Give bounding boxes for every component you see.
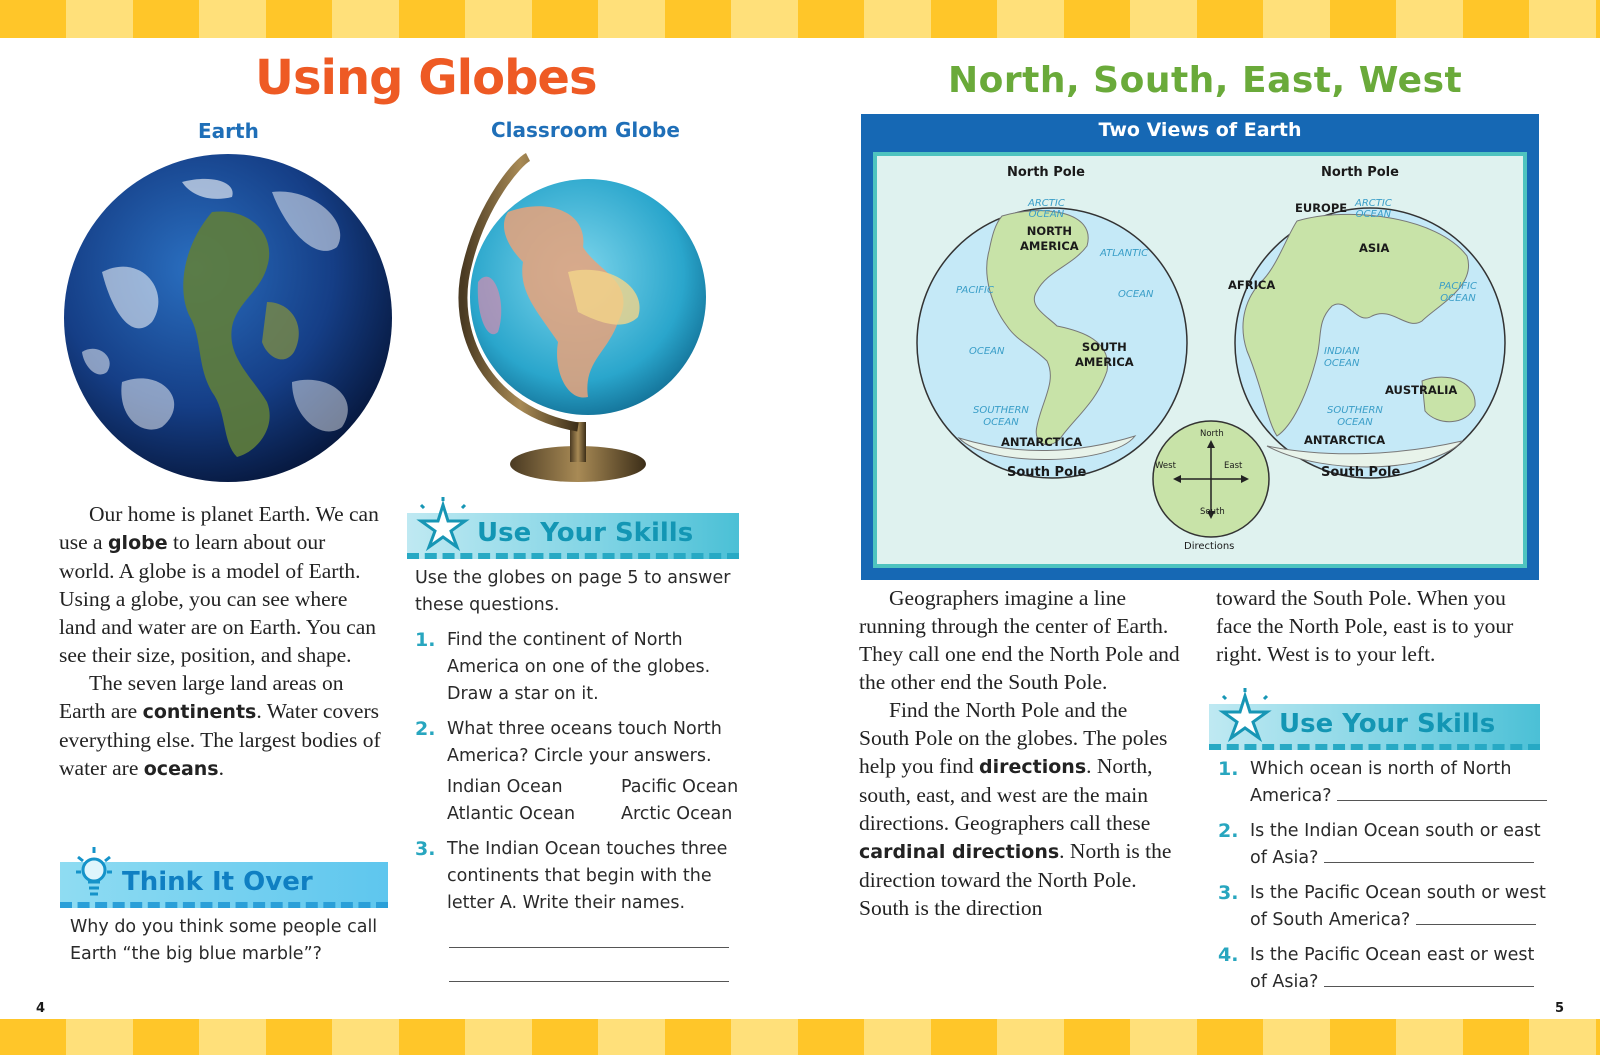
earth-photo: [62, 152, 394, 484]
north-pole-label: North Pole: [1321, 165, 1399, 180]
south-pole-label: South Pole: [1321, 465, 1401, 480]
pacific-ocean-label-east: PACIFIC OCEAN: [1439, 281, 1477, 304]
skills-left-question-2: 2. What three oceans touch North America? Circle your answers. Indian Ocean Pacific Ocean Atlantic Ocean Arctic Ocean: [415, 716, 745, 828]
skills-left-list: [415, 565, 745, 917]
intro-paragraph-1: Our home is planet Earth. We can use a globe to learn about our world. A globe is a model of Earth. Using a globe, you can see where land and water are on Earth. You can see their size, position, and shape.: [59, 502, 379, 667]
southern-ocean-label-west: SOUTHERN OCEAN: [973, 405, 1029, 428]
skills-right-question-2: 2. Is the Indian Ocean south or east of Asia?: [1218, 820, 1541, 868]
compass-west: West: [1155, 461, 1176, 471]
skills-left-intro: Use the globes on page 5 to answer these questions.: [415, 568, 731, 615]
skills-right-list: [1218, 756, 1548, 996]
atlantic-ocean-label: OCEAN: [1118, 289, 1154, 300]
directions-paragraph-2: Find the North Pole and the South Pole on the globes. The poles help you find directions. North, south, east, and west are the main directions. Geographers call these cardinal directions. North is the direction toward the North Pole. South is the direction: [859, 698, 1172, 920]
map-panel: [873, 152, 1527, 568]
pacific-ocean-label: OCEAN: [969, 346, 1005, 357]
skills-right-question-1: 1. Which ocean is north of North America?: [1218, 756, 1548, 810]
skills-right-question-3: 3. Is the Pacific Ocean south or west of South America?: [1218, 882, 1546, 930]
star-burst-icon: [415, 497, 471, 555]
page-number-left: 4: [36, 1001, 46, 1016]
ocean-choice[interactable]: Atlantic Ocean: [447, 804, 576, 824]
think-it-over-banner: [60, 862, 388, 908]
compass-east: East: [1224, 461, 1243, 471]
directions-paragraphs: [859, 584, 1181, 922]
hemispheres-drawing: [877, 156, 1523, 564]
skills-left-question-1: 1. Find the continent of North America on one of the globes. Draw a star on it.: [415, 629, 711, 704]
ocean-choice[interactable]: Pacific Ocean: [621, 777, 739, 797]
north-america-label: NORTH AMERICA: [1020, 224, 1079, 253]
ocean-choices: [447, 774, 745, 828]
skills-left-question-3: 3. The Indian Ocean touches three continents that begin with the letter A. Write their names.: [415, 838, 728, 913]
ocean-choice[interactable]: Arctic Ocean: [621, 804, 733, 824]
page-title-right: North, South, East, West: [948, 60, 1463, 101]
page-title-left: Using Globes: [255, 50, 597, 106]
pacific-label: PACIFIC: [956, 285, 994, 296]
europe-label: EUROPE: [1295, 201, 1348, 215]
south-pole-label: South Pole: [1007, 465, 1087, 480]
earth-caption: Earth: [198, 119, 259, 143]
africa-label: AFRICA: [1228, 278, 1276, 292]
australia-label: AUSTRALIA: [1385, 383, 1458, 397]
answer-line[interactable]: [449, 947, 729, 948]
directions-paragraph-1: Geographers imagine a line running through the center of Earth. They call one end the North Pole and the other end the South Pole.: [859, 586, 1180, 694]
classroom-globe-photo: [448, 152, 718, 492]
think-it-over-question: Why do you think some people call Earth “the big blue marble”?: [70, 917, 378, 964]
use-your-skills-banner-left: [407, 513, 739, 559]
southern-ocean-label-east: SOUTHERN OCEAN: [1327, 405, 1383, 428]
answer-blank[interactable]: [1324, 969, 1534, 987]
globe-caption: Classroom Globe: [491, 118, 680, 142]
atlantic-label: ATLANTIC: [1100, 248, 1149, 259]
use-your-skills-heading-left: Use Your Skills: [477, 518, 694, 548]
use-your-skills-banner-right: [1209, 704, 1540, 750]
ocean-choice[interactable]: Indian Ocean: [447, 777, 563, 797]
two-views-map: [861, 114, 1539, 580]
skills-right-question-4: 4. Is the Pacific Ocean east or west of Asia?: [1218, 944, 1535, 992]
top-border-stripe: [0, 0, 1600, 38]
map-title: Two Views of Earth: [1098, 119, 1302, 141]
indian-ocean-label: INDIAN OCEAN: [1324, 346, 1360, 369]
bottom-border-stripe: [0, 1019, 1600, 1055]
answer-blank[interactable]: [1324, 845, 1534, 863]
antarctica-label-west: ANTARCTICA: [1001, 435, 1083, 449]
answer-blank[interactable]: [1337, 783, 1547, 801]
star-burst-icon: [1217, 688, 1273, 746]
antarctica-label-east: ANTARCTICA: [1304, 433, 1386, 447]
page-number-right: 5: [1555, 1001, 1565, 1016]
intro-paragraph-2: The seven large land areas on Earth are continents. Water covers everything else. The largest bodies of water are oceans.: [59, 671, 381, 780]
answer-line[interactable]: [449, 981, 729, 982]
answer-blank[interactable]: [1416, 907, 1536, 925]
use-your-skills-heading-right: Use Your Skills: [1279, 709, 1496, 739]
lightbulb-icon: [74, 842, 114, 906]
directions-paragraph-continued: toward the South Pole. When you face the North Pole, east is to your right. West is to your left.: [1216, 586, 1514, 666]
think-it-over-heading: Think It Over: [122, 867, 313, 897]
compass-north: North: [1200, 429, 1224, 439]
arctic-ocean-label-west: ARCTIC OCEAN: [1028, 198, 1065, 220]
compass-caption: Directions: [1184, 541, 1235, 552]
intro-paragraphs: [59, 500, 381, 783]
asia-label: ASIA: [1359, 241, 1390, 255]
south-america-label: SOUTH AMERICA: [1075, 340, 1134, 369]
arctic-ocean-label-east: ARCTIC OCEAN: [1355, 198, 1392, 220]
north-pole-label: North Pole: [1007, 165, 1085, 180]
compass-south: South: [1200, 507, 1225, 517]
